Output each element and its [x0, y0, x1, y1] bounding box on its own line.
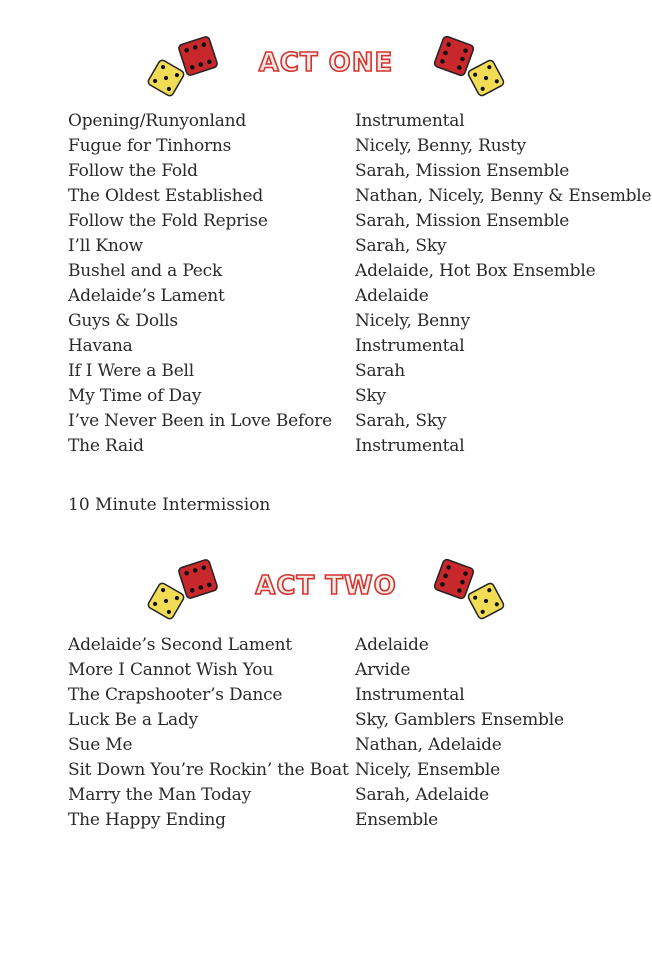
song-title: Bushel and a Peck: [68, 261, 223, 281]
song-cast: Sarah, Sky: [355, 411, 447, 431]
song-cast: Sarah, Sky: [355, 236, 447, 256]
intermission-note: 10 Minute Intermission: [68, 495, 271, 515]
song-title: Follow the Fold: [68, 161, 198, 181]
song-title: The Crapshooter’s Dance: [68, 685, 283, 705]
song-cast: Sky, Gamblers Ensemble: [355, 710, 564, 730]
song-title: My Time of Day: [68, 386, 202, 406]
song-cast: Nathan, Adelaide: [355, 735, 502, 755]
song-cast: Instrumental: [355, 111, 465, 131]
song-cast: Arvide: [355, 660, 411, 680]
song-title: Marry the Man Today: [68, 785, 252, 805]
song-title: Opening/Runyonland: [68, 111, 247, 131]
song-cast: Sarah, Mission Ensemble: [355, 211, 570, 231]
song-title: Luck Be a Lady: [68, 710, 199, 730]
song-title: Fugue for Tinhorns: [68, 136, 232, 156]
act-one-title: ACT ONE: [258, 48, 394, 78]
song-cast: Adelaide: [355, 635, 429, 655]
song-cast: Sarah, Mission Ensemble: [355, 161, 570, 181]
song-title: If I Were a Bell: [68, 361, 195, 381]
song-title: Sit Down You’re Rockin’ the Boat: [68, 760, 349, 780]
song-cast: Sarah, Adelaide: [355, 785, 489, 805]
song-cast: Nicely, Ensemble: [355, 760, 500, 780]
song-title: Guys & Dolls: [68, 311, 178, 331]
song-cast: Instrumental: [355, 436, 465, 456]
song-cast: Nathan, Nicely, Benny & Ensemble: [355, 186, 652, 206]
song-title: The Raid: [68, 436, 144, 456]
song-title: Sue Me: [68, 735, 133, 755]
song-cast: Sarah: [355, 361, 405, 381]
song-title: The Oldest Established: [68, 186, 264, 206]
song-title: I’ve Never Been in Love Before: [68, 411, 332, 431]
song-cast: Adelaide, Hot Box Ensemble: [355, 261, 596, 281]
act-two-header: [0, 557, 652, 627]
song-title: Follow the Fold Reprise: [68, 211, 268, 231]
song-cast: Nicely, Benny: [355, 311, 470, 331]
song-cast: Instrumental: [355, 685, 465, 705]
act-two-title: ACT TWO: [255, 571, 397, 601]
song-title: More I Cannot Wish You: [68, 660, 274, 680]
dice-pair-icon: [432, 34, 512, 98]
song-cast: Nicely, Benny, Rusty: [355, 136, 526, 156]
song-cast: Ensemble: [355, 810, 439, 830]
dice-pair-icon: [432, 557, 512, 621]
act-one-header: [0, 34, 652, 104]
song-cast: Sky: [355, 386, 386, 406]
song-title: The Happy Ending: [68, 810, 226, 830]
song-title: Havana: [68, 336, 133, 356]
song-cast: Adelaide: [355, 286, 429, 306]
song-title: Adelaide’s Lament: [68, 286, 225, 306]
song-title: Adelaide’s Second Lament: [68, 635, 292, 655]
song-cast: Instrumental: [355, 336, 465, 356]
song-title: I’ll Know: [68, 236, 144, 256]
